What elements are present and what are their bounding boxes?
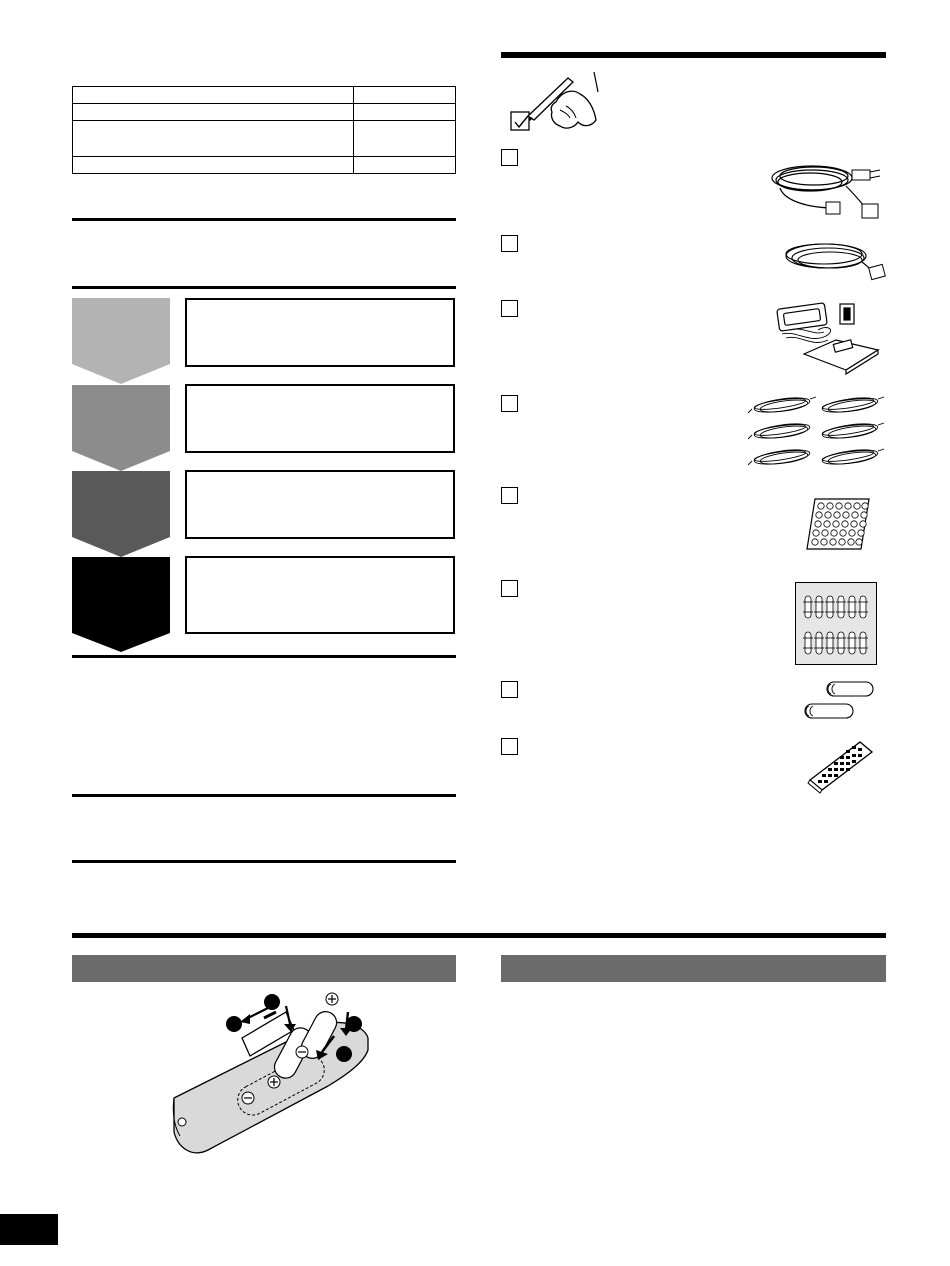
table-row: [73, 87, 456, 104]
accessory-checkbox[interactable]: [501, 487, 518, 504]
table-cell: [73, 87, 354, 104]
ac-power-cord-icon: [766, 156, 884, 224]
accessory-checkbox[interactable]: [501, 681, 518, 698]
cable-stickers-sheet-icon: [795, 582, 877, 665]
table-cell: [354, 157, 456, 174]
section-rule: [72, 655, 456, 658]
section-rule: [72, 794, 456, 797]
bottom-section-rule: [72, 933, 886, 938]
flow-step-box-1: [185, 298, 455, 367]
table-cell: [73, 104, 354, 121]
batteries-icon: [803, 680, 875, 720]
table-row: [73, 157, 456, 174]
foot-pads-sheet-icon: [805, 497, 871, 551]
table-row: [73, 104, 456, 121]
accessory-checkbox[interactable]: [501, 580, 518, 597]
flow-step-box-2: [185, 384, 455, 453]
accessory-checkbox[interactable]: [501, 149, 518, 166]
table-cell: [354, 121, 456, 157]
fm-antenna-icon: [782, 238, 886, 288]
remote-control-icon: [806, 738, 874, 794]
table-cell: [73, 121, 354, 157]
section-rule: [72, 286, 456, 289]
accessory-checkbox[interactable]: [501, 235, 518, 252]
accessory-checkbox[interactable]: [501, 300, 518, 317]
flow-step-box-3: [185, 470, 455, 539]
section-header-bar-left: [72, 955, 456, 982]
am-loop-antenna-icon: [766, 300, 886, 376]
flow-step-arrow-2: [72, 385, 170, 471]
accessory-checkbox[interactable]: [501, 738, 518, 755]
page-number-tab: [0, 1214, 58, 1245]
battery-insertion-diagram: [168, 990, 378, 1162]
accessories-header-rule: [501, 52, 886, 58]
accessory-checkbox[interactable]: [501, 395, 518, 412]
flow-step-arrow-3: [72, 471, 170, 557]
pen-checkmark-icon: [506, 72, 606, 136]
section-rule: [72, 860, 456, 863]
section-header-bar-right: [501, 955, 886, 982]
table-cell: [73, 157, 354, 174]
table-cell: [354, 87, 456, 104]
flow-step-box-4: [185, 556, 455, 634]
flow-step-arrow-1: [72, 298, 170, 384]
table-row: [73, 121, 456, 157]
section-rule: [72, 218, 456, 221]
flow-step-arrow-4: [72, 557, 170, 652]
speaker-cables-icon: [748, 393, 886, 469]
spec-table: [72, 86, 456, 174]
table-cell: [354, 104, 456, 121]
